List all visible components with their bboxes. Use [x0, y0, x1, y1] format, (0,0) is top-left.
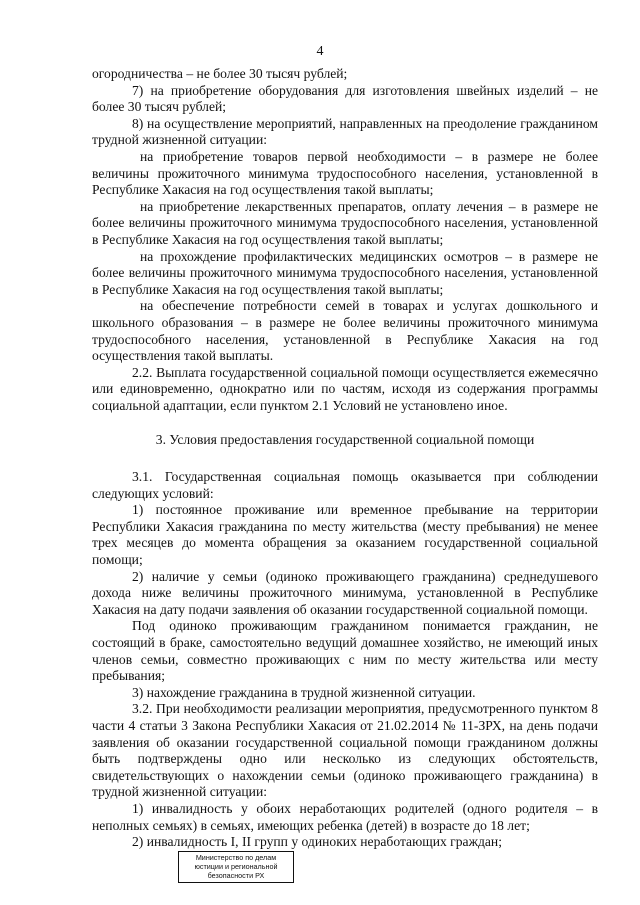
paragraph: 3.1. Государственная социальная помощь оказывается при соблюдении следующих условий:	[92, 469, 598, 501]
paragraph: 3) нахождение гражданина в трудной жизненной ситуации.	[132, 684, 476, 700]
paragraph: 2) инвалидность I, II групп у одиноких неработающих граждан;	[132, 834, 502, 850]
stamp-line: Министерство по делам	[195, 853, 277, 862]
paragraph: на приобретение лекарственных препаратов, оплату лечения – в размере не более величины прожиточного минимума трудоспособного населения, установленной в Республике Хакасия на год осуществления такой выплаты;	[92, 198, 598, 247]
paragraph: 3.2. При необходимости реализации мероприятия, предусмотренного пунктом 8 части 4 статьи 3 Закона Республики Хакасия от 21.02.2014 № 11-ЗРХ, на день подачи заявления об оказании государственной социальной помощи гражданином должны быть подтверждены одно или несколько из следующих обстоятельств, свидетельствующих о нахождении семьи (одиноко проживающего гражданина) в трудной жизненной ситуации:	[92, 701, 598, 800]
paragraph: на обеспечение потребности семей в товарах и услугах дошкольного и школьного образования – в размере не более величины прожиточного минимума трудоспособного населения, установленной в Республике Хакасия на год осуществления такой выплаты.	[92, 298, 598, 364]
paragraph: на прохождение профилактических медицинских осмотров – в размере не более величины прожиточного минимума трудоспособного населения, установленной в Республике Хакасия на год осуществления такой выплаты;	[92, 248, 598, 297]
document-body	[92, 66, 598, 851]
paragraph: 2.2. Выплата государственной социальной помощи осуществляется ежемесячно или единовременно, однократно или по частям, исходя из содержания программы социальной адаптации, если пунктом 2.1 Условий не установлено иное.	[92, 364, 598, 413]
section-heading: 3. Условия предоставления государственной социальной помощи	[155, 432, 535, 448]
ministry-stamp	[178, 851, 294, 883]
paragraph: огородничества – не более 30 тысяч рублей;	[92, 66, 348, 81]
paragraph: на приобретение товаров первой необходимости – в размере не более величины прожиточного минимума трудоспособного населения, установленной в Республике Хакасия на год осуществления такой выплаты;	[92, 148, 598, 198]
paragraph: 1) инвалидность у обоих неработающих родителей (одного родителя – в неполных семьях) в семьях, имеющих ребенка (детей) в возрасте до 18 лет;	[92, 800, 598, 833]
paragraph: 1) постоянное проживание или временное пребывание на территории Республики Хакасия гражданина по месту жительства (месту пребывания) не менее трех месяцев до момента обращения за оказанием государственной социальной помощи;	[92, 502, 598, 568]
paragraph: 2) наличие у семьи (одиноко проживающего гражданина) среднедушевого дохода ниже величины прожиточного минимума, установленной в Республике Хакасия на дату подачи заявления об оказании государственной социальной помощи.	[92, 568, 598, 617]
paragraph: 8) на осуществление мероприятий, направленных на преодоление гражданином трудной жизненной ситуации:	[92, 115, 598, 148]
stamp-line: безопасности РХ	[207, 870, 265, 880]
paragraph: 7) на приобретение оборудования для изготовления швейных изделий – не более 30 тысяч рублей;	[92, 82, 598, 115]
page-number: 4	[316, 44, 324, 59]
paragraph: Под одиноко проживающим гражданином понимается гражданин, не состоящий в браке, самостоятельно ведущий домашнее хозяйство, не имеющий иных членов семьи, совместно проживающих с ним по месту жительства или месту пребывания;	[92, 618, 598, 684]
stamp-line: юстиции и региональной	[194, 861, 278, 871]
